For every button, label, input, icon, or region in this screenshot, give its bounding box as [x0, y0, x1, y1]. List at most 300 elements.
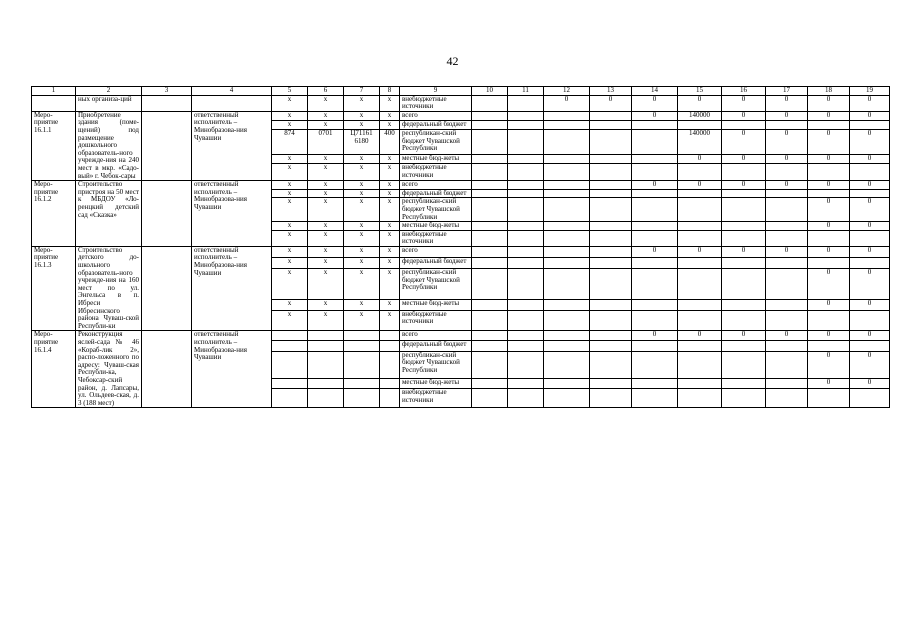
amount-cell	[678, 198, 722, 222]
table-cell	[544, 222, 590, 231]
table-cell	[544, 181, 590, 190]
amount-cell	[632, 154, 678, 163]
column-header: 4	[192, 87, 272, 96]
code-cell: x	[344, 246, 380, 257]
code-cell: x	[344, 164, 380, 181]
funding-source: федеральный бюджет	[400, 341, 472, 351]
table-cell	[472, 268, 508, 299]
amount-cell: 0	[766, 95, 808, 111]
funding-source: федеральный бюджет	[400, 257, 472, 268]
code-cell: x	[308, 257, 344, 268]
table-cell	[590, 389, 632, 408]
amount-cell	[722, 389, 766, 408]
code-cell	[380, 379, 400, 389]
code-cell: x	[380, 257, 400, 268]
code-cell: x	[380, 95, 400, 111]
table-cell	[472, 257, 508, 268]
code-cell: x	[380, 111, 400, 120]
table-cell	[142, 331, 192, 408]
table-cell	[590, 111, 632, 120]
amount-cell	[678, 222, 722, 231]
activity-title: Реконструкция яслей-сада № 46 «Кораб-лик 2», распо-ложенного по адресу: Чуваш-ская Республи-ка, Чебоксар-ский район, д. Лапсары, ул. Ольдеев-ская, д. 3 (188 мест)	[76, 331, 142, 408]
code-cell: x	[308, 189, 344, 198]
amount-cell	[678, 379, 722, 389]
activity-title: Строительство пристроя на 50 мест к МБДОУ «Ло-ренцкий детский сад «Сказка»	[76, 181, 142, 247]
code-cell	[308, 341, 344, 351]
amount-cell	[722, 164, 766, 181]
code-cell: x	[272, 310, 308, 331]
amount-cell: 0	[808, 299, 850, 310]
funding-source: всего	[400, 246, 472, 257]
column-header: 1	[32, 87, 76, 96]
table-cell	[544, 331, 590, 341]
table-cell	[544, 246, 590, 257]
code-cell: x	[344, 257, 380, 268]
funding-source: республикан-ский бюджет Чувашской Республики	[400, 198, 472, 222]
amount-cell: 0	[766, 181, 808, 190]
amount-cell: 0	[722, 111, 766, 120]
funding-source: федеральный бюджет	[400, 189, 472, 198]
code-cell: x	[308, 246, 344, 257]
column-header: 14	[632, 87, 678, 96]
column-header: 2	[76, 87, 142, 96]
code-cell: 0701	[308, 129, 344, 154]
code-cell: x	[308, 120, 344, 129]
code-cell: x	[272, 257, 308, 268]
table-cell	[544, 268, 590, 299]
code-cell: x	[308, 222, 344, 231]
amount-cell	[722, 299, 766, 310]
table-cell	[192, 95, 272, 111]
table-cell	[544, 299, 590, 310]
table-cell	[472, 111, 508, 120]
table-cell	[544, 129, 590, 154]
table-cell	[590, 299, 632, 310]
table-cell	[544, 230, 590, 246]
table-cell	[590, 181, 632, 190]
table-cell	[508, 351, 544, 379]
table-cell	[472, 331, 508, 341]
column-header: 13	[590, 87, 632, 96]
amount-cell	[722, 230, 766, 246]
table-row	[32, 181, 890, 190]
table-cell	[142, 95, 192, 111]
column-header: 9	[400, 87, 472, 96]
code-cell: x	[308, 299, 344, 310]
funding-source: внебюджетные источники	[400, 230, 472, 246]
table-cell	[142, 111, 192, 180]
table-cell	[508, 257, 544, 268]
code-cell: x	[344, 189, 380, 198]
amount-cell	[766, 189, 808, 198]
code-cell: x	[272, 181, 308, 190]
amount-cell	[678, 351, 722, 379]
table-cell	[544, 120, 590, 129]
table-cell	[508, 164, 544, 181]
code-cell	[308, 379, 344, 389]
table-cell	[508, 389, 544, 408]
amount-cell: 0	[544, 95, 590, 111]
table-cell	[472, 246, 508, 257]
amount-cell: 0	[678, 154, 722, 163]
table-cell	[544, 257, 590, 268]
amount-cell	[678, 299, 722, 310]
code-cell	[344, 351, 380, 379]
column-header: 19	[850, 87, 890, 96]
amount-cell	[766, 230, 808, 246]
table-cell	[472, 164, 508, 181]
amount-cell: 0	[678, 331, 722, 341]
amount-cell	[808, 310, 850, 331]
code-cell: x	[308, 154, 344, 163]
code-cell	[272, 351, 308, 379]
column-header: 10	[472, 87, 508, 96]
table-cell	[472, 299, 508, 310]
table-cell	[590, 222, 632, 231]
amount-cell	[722, 222, 766, 231]
column-header: 12	[544, 87, 590, 96]
funding-source: местные бюд-жеты	[400, 379, 472, 389]
activity-title: Строительство детского до-школьного образователь-ного учрежде-ния на 160 мест по ул. Энгельса в п. Ибреси Ибресинского района Чуваш-ской Республи-ки	[76, 246, 142, 331]
code-cell: 400	[380, 129, 400, 154]
amount-cell	[678, 230, 722, 246]
code-cell: x	[308, 111, 344, 120]
table-cell	[508, 198, 544, 222]
code-cell: x	[272, 198, 308, 222]
amount-cell: 0	[632, 181, 678, 190]
amount-cell	[766, 310, 808, 331]
amount-cell	[722, 120, 766, 129]
code-cell	[272, 379, 308, 389]
amount-cell: 0	[850, 268, 890, 299]
amount-cell: 0	[766, 331, 808, 341]
code-cell: x	[380, 164, 400, 181]
table-cell	[508, 268, 544, 299]
amount-cell	[850, 189, 890, 198]
amount-cell	[850, 230, 890, 246]
column-header: 11	[508, 87, 544, 96]
activity-label: Меро-приятие 16.1.2	[32, 181, 76, 247]
amount-cell	[678, 268, 722, 299]
amount-cell	[632, 379, 678, 389]
table-cell	[544, 379, 590, 389]
table-cell	[472, 310, 508, 331]
table-cell	[472, 351, 508, 379]
amount-cell	[766, 389, 808, 408]
code-cell: x	[272, 246, 308, 257]
amount-cell: 0	[766, 111, 808, 120]
table-cell	[544, 198, 590, 222]
amount-cell	[850, 389, 890, 408]
table-cell	[544, 154, 590, 163]
amount-cell: 0	[850, 246, 890, 257]
amount-cell	[766, 268, 808, 299]
amount-cell: 0	[808, 154, 850, 163]
amount-cell	[766, 120, 808, 129]
budget-table	[31, 86, 890, 408]
amount-cell	[766, 341, 808, 351]
table-cell	[472, 189, 508, 198]
table-cell	[472, 341, 508, 351]
funding-source: местные бюд-жеты	[400, 222, 472, 231]
amount-cell	[766, 299, 808, 310]
funding-source: республикан-ский бюджет Чувашской Республики	[400, 268, 472, 299]
code-cell	[380, 341, 400, 351]
table-cell	[472, 181, 508, 190]
amount-cell: 0	[632, 331, 678, 341]
code-cell: x	[380, 299, 400, 310]
amount-cell	[722, 257, 766, 268]
code-cell: x	[344, 198, 380, 222]
amount-cell: 0	[722, 246, 766, 257]
column-header: 6	[308, 87, 344, 96]
funding-source: всего	[400, 181, 472, 190]
funding-source: всего	[400, 111, 472, 120]
table-cell	[590, 257, 632, 268]
amount-cell: 0	[722, 129, 766, 154]
code-cell: x	[272, 120, 308, 129]
code-cell	[308, 331, 344, 341]
amount-cell	[722, 198, 766, 222]
amount-cell: 0	[590, 95, 632, 111]
table-cell	[590, 129, 632, 154]
table-cell	[590, 331, 632, 341]
code-cell	[272, 341, 308, 351]
amount-cell	[766, 198, 808, 222]
table-cell	[544, 341, 590, 351]
table-cell	[508, 111, 544, 120]
code-cell: x	[344, 222, 380, 231]
code-cell	[344, 389, 380, 408]
amount-cell: 140000	[678, 111, 722, 120]
amount-cell: 0	[632, 246, 678, 257]
amount-cell: 0	[850, 181, 890, 190]
activity-title: ных организа-ций	[76, 95, 142, 111]
amount-cell	[850, 341, 890, 351]
code-cell: x	[344, 310, 380, 331]
amount-cell	[722, 341, 766, 351]
amount-cell	[766, 164, 808, 181]
responsible-executor: ответственный исполнитель – Минобразова-ния Чувашии	[192, 111, 272, 180]
table-cell	[508, 341, 544, 351]
amount-cell	[722, 351, 766, 379]
table-cell	[590, 310, 632, 331]
code-cell	[344, 379, 380, 389]
amount-cell: 0	[632, 95, 678, 111]
amount-cell	[632, 198, 678, 222]
code-cell: x	[344, 230, 380, 246]
amount-cell	[808, 120, 850, 129]
table-cell	[472, 389, 508, 408]
table-cell	[472, 120, 508, 129]
amount-cell: 0	[808, 129, 850, 154]
amount-cell	[632, 389, 678, 408]
code-cell	[344, 341, 380, 351]
amount-cell	[808, 230, 850, 246]
table-cell	[590, 379, 632, 389]
amount-cell: 0	[850, 154, 890, 163]
code-cell: x	[272, 222, 308, 231]
table-cell	[544, 111, 590, 120]
activity-label: Меро-приятие 16.1.3	[32, 246, 76, 331]
funding-source: внебюджетные источники	[400, 95, 472, 111]
amount-cell	[678, 389, 722, 408]
amount-cell: 0	[722, 95, 766, 111]
code-cell: x	[308, 164, 344, 181]
table-cell	[508, 129, 544, 154]
code-cell	[344, 331, 380, 341]
responsible-executor: ответственный исполнитель – Минобразова-ния Чувашии	[192, 331, 272, 408]
amount-cell	[766, 351, 808, 379]
table-cell	[590, 164, 632, 181]
code-cell: x	[308, 230, 344, 246]
code-cell: x	[272, 154, 308, 163]
amount-cell: 0	[722, 181, 766, 190]
column-header: 3	[142, 87, 192, 96]
table-cell	[508, 154, 544, 163]
code-cell: x	[272, 95, 308, 111]
amount-cell: 0	[766, 129, 808, 154]
amount-cell	[722, 379, 766, 389]
column-header: 5	[272, 87, 308, 96]
column-header: 18	[808, 87, 850, 96]
amount-cell	[632, 189, 678, 198]
amount-cell: 0	[808, 268, 850, 299]
amount-cell	[632, 120, 678, 129]
funding-source: внебюджетные источники	[400, 389, 472, 408]
table-cell	[472, 230, 508, 246]
amount-cell: 0	[808, 111, 850, 120]
amount-cell: 0	[766, 154, 808, 163]
code-cell	[272, 389, 308, 408]
code-cell: x	[344, 120, 380, 129]
amount-cell	[766, 379, 808, 389]
table-row	[32, 111, 890, 120]
amount-cell: 0	[808, 198, 850, 222]
amount-cell: 0	[678, 181, 722, 190]
amount-cell: 0	[850, 379, 890, 389]
amount-cell: 0	[850, 299, 890, 310]
amount-cell	[808, 341, 850, 351]
code-cell: x	[272, 230, 308, 246]
amount-cell: 0	[850, 129, 890, 154]
column-header: 8	[380, 87, 400, 96]
table-cell	[508, 181, 544, 190]
amount-cell	[678, 310, 722, 331]
funding-source: местные бюд-жеты	[400, 154, 472, 163]
amount-cell	[850, 164, 890, 181]
code-cell: x	[380, 230, 400, 246]
page-number: 42	[446, 54, 459, 68]
table-cell	[508, 230, 544, 246]
amount-cell: 0	[808, 331, 850, 341]
code-cell	[308, 351, 344, 379]
amount-cell: 140000	[678, 129, 722, 154]
code-cell: x	[344, 154, 380, 163]
table-cell	[590, 154, 632, 163]
amount-cell	[678, 257, 722, 268]
amount-cell	[808, 257, 850, 268]
table-cell	[508, 222, 544, 231]
code-cell: x	[344, 299, 380, 310]
amount-cell: 0	[678, 95, 722, 111]
code-cell: x	[272, 268, 308, 299]
code-cell: x	[308, 181, 344, 190]
table-cell	[32, 95, 76, 111]
amount-cell	[632, 341, 678, 351]
amount-cell: 0	[766, 246, 808, 257]
table-row	[32, 246, 890, 257]
table-cell	[544, 189, 590, 198]
table-cell	[472, 198, 508, 222]
amount-cell: 0	[808, 351, 850, 379]
code-cell: x	[344, 268, 380, 299]
code-cell	[308, 389, 344, 408]
amount-cell: 0	[850, 111, 890, 120]
responsible-executor: ответственный исполнитель – Минобразова-ния Чувашии	[192, 181, 272, 247]
table-cell	[590, 189, 632, 198]
amount-cell: 0	[808, 181, 850, 190]
amount-cell	[766, 222, 808, 231]
table-cell	[508, 379, 544, 389]
code-cell: x	[344, 111, 380, 120]
code-cell: x	[344, 181, 380, 190]
table-cell	[590, 230, 632, 246]
amount-cell	[722, 310, 766, 331]
amount-cell	[632, 164, 678, 181]
table-cell	[508, 246, 544, 257]
code-cell: x	[380, 246, 400, 257]
funding-source: федеральный бюджет	[400, 120, 472, 129]
amount-cell	[678, 189, 722, 198]
amount-cell	[808, 389, 850, 408]
funding-source: местные бюд-жеты	[400, 299, 472, 310]
code-cell: x	[272, 111, 308, 120]
column-header: 7	[344, 87, 380, 96]
amount-cell	[632, 230, 678, 246]
table-cell	[590, 198, 632, 222]
amount-cell	[678, 341, 722, 351]
table-cell	[590, 246, 632, 257]
code-cell: x	[308, 268, 344, 299]
code-cell: x	[308, 198, 344, 222]
amount-cell	[632, 299, 678, 310]
amount-cell	[678, 120, 722, 129]
amount-cell: 0	[850, 222, 890, 231]
code-cell: x	[380, 268, 400, 299]
amount-cell: 0	[808, 246, 850, 257]
amount-cell	[632, 222, 678, 231]
amount-cell	[766, 257, 808, 268]
amount-cell	[850, 257, 890, 268]
table-cell	[472, 95, 508, 111]
table-row	[32, 331, 890, 341]
amount-cell: 0	[808, 379, 850, 389]
code-cell: 874	[272, 129, 308, 154]
table-cell	[472, 129, 508, 154]
table-cell	[544, 351, 590, 379]
funding-source: внебюджетные источники	[400, 164, 472, 181]
table-cell	[590, 268, 632, 299]
amount-cell: 0	[722, 154, 766, 163]
table-cell	[590, 351, 632, 379]
code-cell: Ц71161 6180	[344, 129, 380, 154]
table-cell	[590, 120, 632, 129]
amount-cell	[808, 189, 850, 198]
amount-cell	[632, 129, 678, 154]
table-cell	[472, 379, 508, 389]
table-row	[32, 95, 890, 111]
